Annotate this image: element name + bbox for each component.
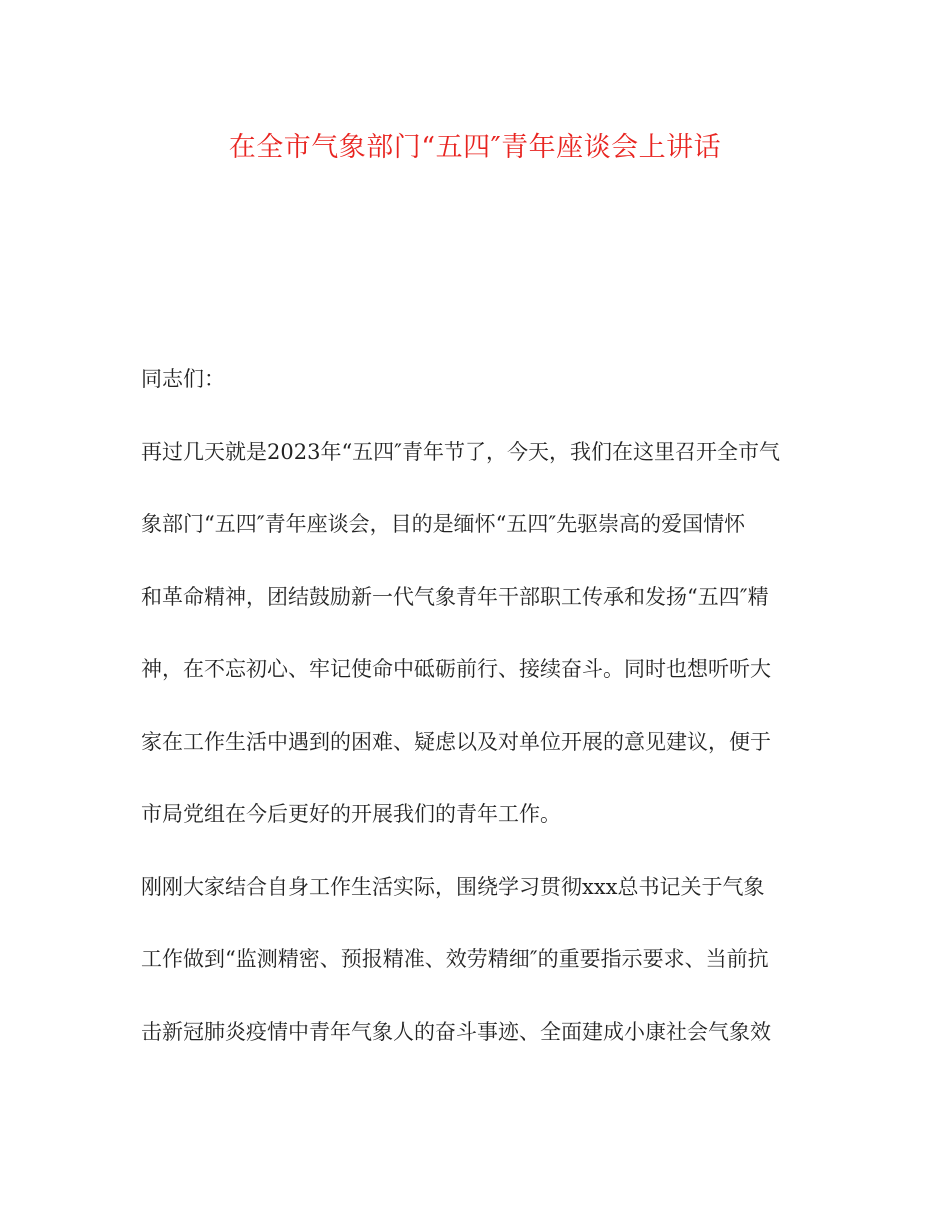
salutation: 同志们： (141, 367, 225, 391)
document-title: 在全市气象部门“五四″青年座谈会上讲话 (228, 132, 722, 163)
body-line: 击新冠肺炎疫情中青年气象人的奋斗事迹、全面建成小康社会气象效 (141, 1020, 771, 1044)
body-line: 工作做到“监测精密、预报精准、效劳精细″的重要指示要求、当前抗 (141, 947, 769, 971)
body-line: 再过几天就是2023年“五四″青年节了，今天，我们在这里召开全市气 (141, 440, 781, 464)
body-line: 象部门“五四″青年座谈会，目的是缅怀“五四″先驱崇高的爱国情怀 (141, 512, 746, 536)
body-line: 刚刚大家结合自身工作生活实际，围绕学习贯彻xxx总书记关于气象 (141, 875, 765, 899)
body-line: 家在工作生活中遇到的困难、疑虑以及对单位开展的意见建议，便于 (141, 730, 771, 754)
body-line: 市局党组在今后更好的开展我们的青年工作。 (141, 802, 561, 826)
body-line: 和革命精神，团结鼓励新一代气象青年干部职工传承和发扬“五四″精 (141, 585, 769, 609)
body-line: 神，在不忘初心、牢记使命中砥砺前行、接续奋斗。同时也想听听大 (141, 657, 771, 681)
